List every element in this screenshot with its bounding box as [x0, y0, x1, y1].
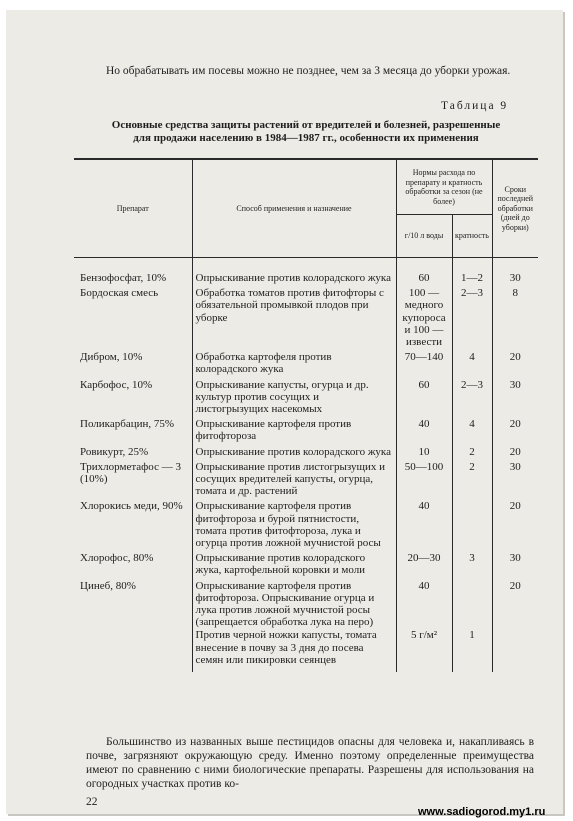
cell-dose: 60: [396, 258, 452, 285]
table-row: [74, 577, 538, 629]
document-page: [6, 10, 563, 814]
cell-multiplicity: [452, 577, 492, 629]
cell-method: Опрыскивание против листогрызущих и сосущих вредителей капусты, огурца, томата и др. растений: [192, 458, 396, 498]
cell-method: Обработка томатов против фитофторы с обязательной промывкой плодов при уборке: [192, 284, 396, 348]
cell-method: Опрыскивание капусты, огурца и др. культур против сосущих и листогрызущих насекомых: [192, 376, 396, 416]
cell-preparation: Поликарбацин, 75%: [80, 418, 175, 431]
cell-dose: 100 — медного купороса и 100 — извести: [396, 284, 452, 348]
cell-method: Опрыскивание картофеля против фитофтороза. Опрыскивание огурца и лука против ложной мучнистой росы (запрещается обработка лука на перо): [192, 577, 396, 629]
cell-preparation: Трихлорметафос — 3 (10%): [80, 460, 181, 486]
table-row: [74, 376, 538, 416]
intro-paragraph: Но обрабатывать им посевы можно не позднее, чем за 3 месяца до уборки урожая.: [106, 65, 511, 77]
cell-dose: 50—100: [396, 458, 452, 498]
table-row: [74, 549, 538, 576]
header-preparation: Препарат: [74, 159, 192, 258]
cell-multiplicity: 4: [452, 415, 492, 442]
cell-multiplicity: 3: [452, 549, 492, 576]
cell-days: 20: [492, 577, 538, 629]
cell-preparation: Бордоская смесь: [80, 287, 159, 300]
cell-multiplicity: 2: [452, 458, 492, 498]
cell-days: 30: [492, 549, 538, 576]
table-row: [74, 258, 538, 285]
cell-multiplicity: [452, 497, 492, 549]
cell-multiplicity: 2—3: [452, 284, 492, 348]
header-dose: г/10 л воды: [396, 215, 452, 258]
cell-multiplicity: 1—2: [452, 258, 492, 285]
cell-method: Опрыскивание против колорадского жука, картофельной коровки и моли: [192, 549, 396, 576]
table-title: Основные средства защиты растений от вредителей и болезней, разрешенные для продажи населению в 1984—1987 гг., особенности их применения: [111, 119, 501, 144]
cell-days: [492, 628, 538, 672]
cell-preparation: Хлорокись меди, 90%: [80, 500, 183, 513]
table-row: [74, 628, 538, 672]
cell-preparation: Хлорофос, 80%: [80, 552, 154, 565]
cell-dose: 70—140: [396, 348, 452, 375]
header-method: Способ применения и назначение: [192, 159, 396, 258]
cell-multiplicity: 4: [452, 348, 492, 375]
cell-preparation: Цинеб, 80%: [80, 579, 136, 592]
cell-method: Опрыскивание против колорадского жука: [192, 258, 396, 285]
table-row: [74, 415, 538, 442]
cell-dose: 5 г/м²: [396, 628, 452, 672]
cell-dose: 60: [396, 376, 452, 416]
cell-preparation: Ровикурт, 25%: [80, 445, 149, 458]
cell-multiplicity: 1: [452, 628, 492, 672]
cell-days: 30: [492, 376, 538, 416]
cell-days: 30: [492, 458, 538, 498]
cell-preparation: Дибром, 10%: [80, 351, 143, 364]
cell-preparation: [74, 628, 192, 672]
cell-days: 20: [492, 443, 538, 458]
cell-days: 20: [492, 415, 538, 442]
table-row: [74, 443, 538, 458]
header-multiplicity: кратность: [452, 215, 492, 258]
header-terms: Сроки последней обработки (дней до уборки): [492, 159, 538, 258]
page-number: 22: [86, 796, 98, 808]
cell-multiplicity: 2—3: [452, 376, 492, 416]
cell-dose: 10: [396, 443, 452, 458]
table-row: [74, 458, 538, 498]
cell-preparation: Бензофосфат, 10%: [80, 272, 167, 284]
cell-method: Обработка картофеля против колорадского жука: [192, 348, 396, 375]
cell-days: 20: [492, 497, 538, 549]
cell-dose: 20—30: [396, 549, 452, 576]
cell-days: 8: [492, 284, 538, 348]
table-row: [74, 284, 538, 348]
cell-method: Опрыскивание картофеля против фитофтороза и бурой пятнистости, томата против фитофтороза, лука и огурца против ложной мучнистой росы: [192, 497, 396, 549]
cell-dose: 40: [396, 497, 452, 549]
cell-method: Против черной ножки капусты, томата внесение в почву за 3 дня до посева семян или пикировки сеянцев: [192, 628, 396, 672]
cell-dose: 40: [396, 415, 452, 442]
header-norms: Нормы расхода по препарату и кратность обработки за сезон (не более): [396, 159, 492, 215]
table-row: [74, 348, 538, 375]
table-label: Таблица 9: [441, 100, 509, 112]
cell-method: Опрыскивание против колорадского жука: [192, 443, 396, 458]
cell-dose: 40: [396, 577, 452, 629]
cell-method: Опрыскивание картофеля против фитофтороза: [192, 415, 396, 442]
cell-days: 30: [492, 258, 538, 285]
cell-preparation: Карбофос, 10%: [80, 378, 153, 391]
cell-multiplicity: 2: [452, 443, 492, 458]
site-watermark: www.sadiogorod.my1.ru: [418, 806, 546, 818]
cell-days: 20: [492, 348, 538, 375]
table-header-row: [74, 159, 538, 215]
pesticide-table: [74, 158, 538, 672]
table-row: [74, 497, 538, 549]
outro-paragraph: Большинство из названных выше пестицидов опасны для человека и, накапливаясь в почве, загрязняют окружающую среду. Именно поэтому определенные преимущества имеют по сравнению с ними биологические препараты. Разрешены для использования на огородных участках против ко-: [86, 736, 534, 790]
